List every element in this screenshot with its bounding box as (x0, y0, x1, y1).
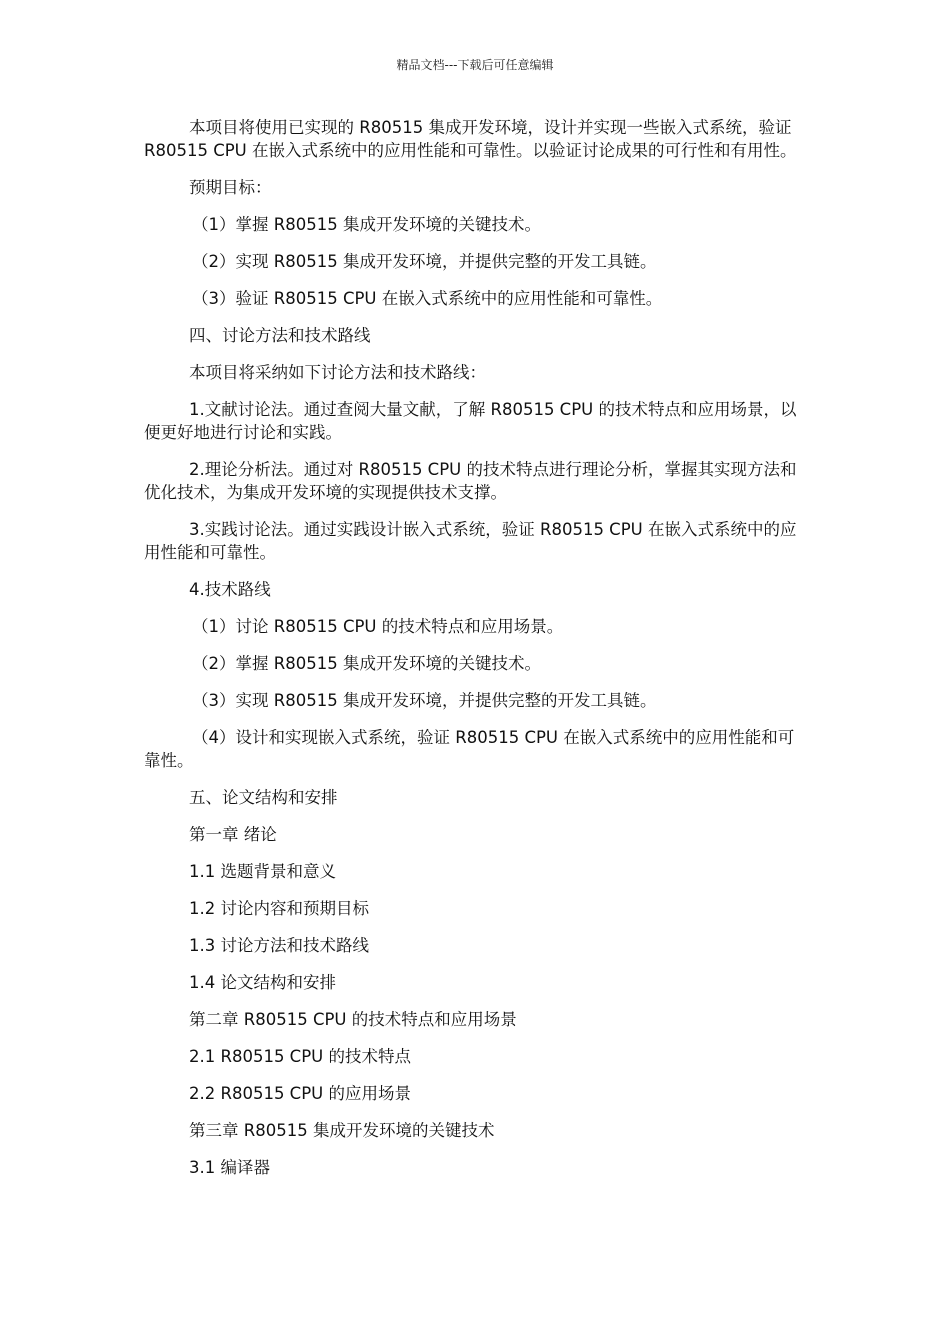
method-item-2: 2.理论分析法。通过对 R80515 CPU 的技术特点进行理论分析，掌握其实现方法和优化技术，为集成开发环境的实现提供技术支撑。 (144, 460, 797, 502)
goal-item-3: （3）验证 R80515 CPU 在嵌入式系统中的应用性能和可靠性。 (192, 289, 663, 308)
outline-item-3-1: 3.1 编译器 (189, 1158, 270, 1177)
method-item-1: 1.文献讨论法。通过查阅大量文献，了解 R80515 CPU 的技术特点和应用场景，以便更好地进行讨论和实践。 (144, 400, 797, 442)
method-item-3: 3.实践讨论法。通过实践设计嵌入式系统，验证 R80515 CPU 在嵌入式系统中的应用性能和可靠性。 (144, 520, 797, 562)
outline-item-1-1: 1.1 选题背景和意义 (189, 862, 336, 881)
page-header: 精品文档---下载后可任意编辑 (396, 58, 554, 72)
outline-item-1-2: 1.2 讨论内容和预期目标 (189, 899, 369, 918)
route-item-4: （4）设计和实现嵌入式系统，验证 R80515 CPU 在嵌入式系统中的应用性能和可靠性。 (144, 728, 795, 770)
route-item-1: （1）讨论 R80515 CPU 的技术特点和应用场景。 (192, 617, 564, 636)
route-item-2: （2）掌握 R80515 集成开发环境的关键技术。 (192, 654, 541, 673)
outline-item-1-3: 1.3 讨论方法和技术路线 (189, 936, 369, 955)
paragraph-intro: 本项目将使用已实现的 R80515 集成开发环境，设计并实现一些嵌入式系统，验证 R80515 CPU 在嵌入式系统中的应用性能和可靠性。以验证讨论成果的可行性和有用性。 (144, 118, 797, 160)
outline-item-2-2: 2.2 R80515 CPU 的应用场景 (189, 1084, 411, 1103)
paragraph-methods-intro: 本项目将采纳如下讨论方法和技术路线： (189, 363, 486, 382)
method-item-4: 4.技术路线 (189, 580, 271, 599)
outline-chapter-1: 第一章 绪论 (189, 825, 277, 844)
outline-item-1-4: 1.4 论文结构和安排 (189, 973, 336, 992)
goal-item-1: （1）掌握 R80515 集成开发环境的关键技术。 (192, 215, 541, 234)
goal-item-2: （2）实现 R80515 集成开发环境，并提供完整的开发工具链。 (192, 252, 657, 271)
outline-chapter-3: 第三章 R80515 集成开发环境的关键技术 (189, 1121, 495, 1140)
paragraph-goals-heading: 预期目标： (189, 178, 272, 197)
outline-item-2-1: 2.1 R80515 CPU 的技术特点 (189, 1047, 411, 1066)
route-item-3: （3）实现 R80515 集成开发环境，并提供完整的开发工具链。 (192, 691, 657, 710)
section-heading-4: 四、讨论方法和技术路线 (189, 326, 371, 345)
outline-chapter-2: 第二章 R80515 CPU 的技术特点和应用场景 (189, 1010, 517, 1029)
document-body (144, 116, 808, 1193)
section-heading-5: 五、论文结构和安排 (189, 788, 338, 807)
